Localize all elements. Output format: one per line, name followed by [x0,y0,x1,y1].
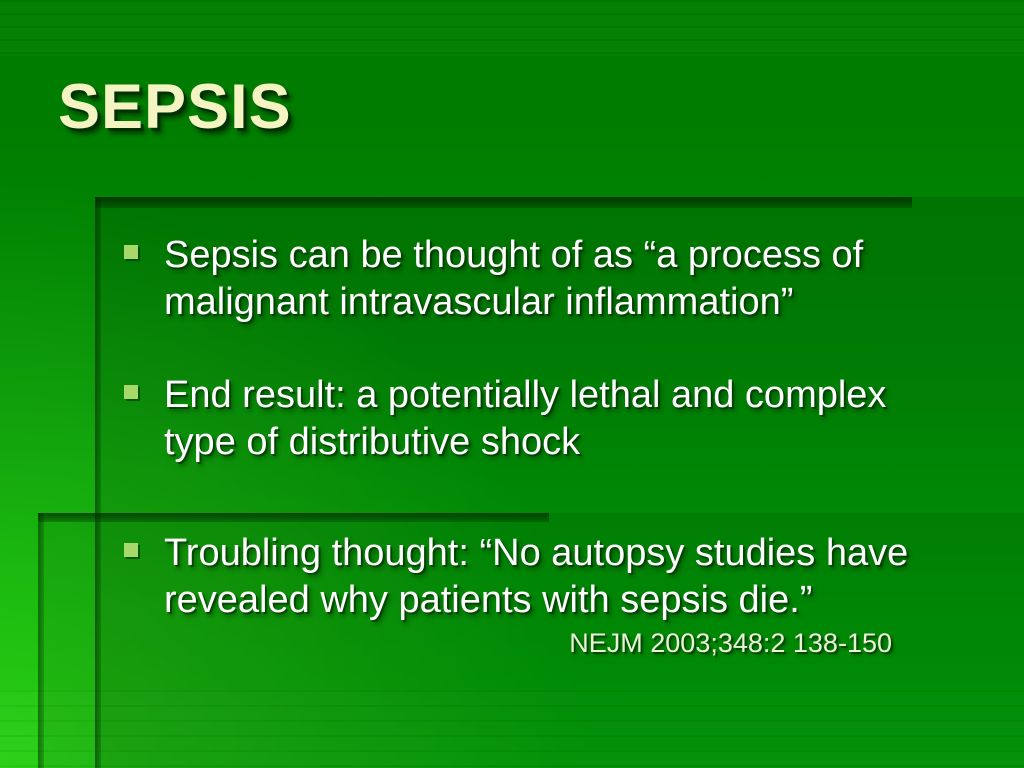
square-bullet-icon [124,385,138,399]
square-bullet-icon [124,245,138,259]
bullet-list [124,232,936,661]
citation: NEJM 2003;348:2 138-150 [569,628,892,658]
bullet-item-3 [124,530,936,624]
bullet-text-1: Sepsis can be thought of as “a process of malignant intravascular inflammation” [164,234,864,323]
bullet-text-3: Troubling thought: “No autopsy studies have revealed why patients with sepsis die.” [164,532,909,621]
square-bullet-icon [124,543,138,557]
upper-panel-top-shadow [95,197,912,208]
slide-title: SEPSIS [58,72,292,142]
lower-panel-left-shadow [38,513,44,768]
bullet-item-2 [124,372,936,466]
top-stripe-band [0,0,1024,56]
bullet-item-1 [124,232,936,326]
bullet-text-2: End result: a potentially lethal and complex type of distributive shock [164,374,887,463]
